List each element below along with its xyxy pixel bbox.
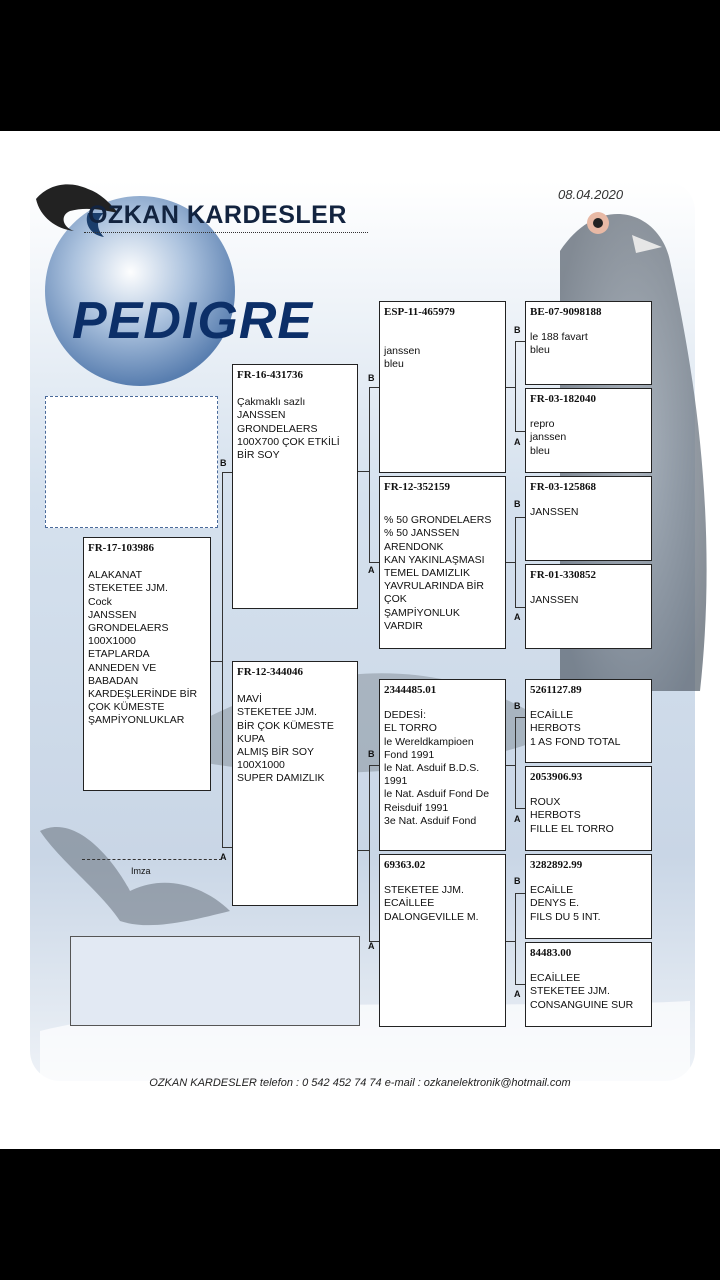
connector-line xyxy=(506,765,515,766)
pedigree-document xyxy=(0,131,720,1149)
great-grandparent-ring: 2053906.93 xyxy=(530,771,583,783)
dam-ring: FR-12-344046 xyxy=(237,666,303,678)
great-grandparent-card xyxy=(525,564,652,649)
great-grandparent-text: JANSSEN xyxy=(530,506,579,519)
connector-line xyxy=(369,387,379,388)
great-grandparent-card xyxy=(525,854,652,939)
connector-line xyxy=(515,893,516,984)
grandparent-card xyxy=(379,854,506,1027)
great-grandparent-ring: 3282892.99 xyxy=(530,859,583,871)
great-grandparent-text: ROUX HERBOTS FILLE EL TORRO xyxy=(530,796,614,835)
connector-line xyxy=(222,472,223,847)
connector-line xyxy=(515,431,525,432)
grandparent-text: janssen bleu xyxy=(384,345,421,371)
connector-line xyxy=(369,765,379,766)
subject-text: ALAKANAT STEKETEE JJM. Cock JANSSEN GRONDELAERS 100X1000 ETAPLARDA ANNEDEN VE BABADAN KARDEŞLERİNDE BİR ÇOK KÜMESTE ŞAMPİYONLUKLAR xyxy=(88,569,198,727)
connector-line xyxy=(358,850,369,851)
dam-line-marker: A xyxy=(368,941,375,951)
sire-line-marker: B xyxy=(514,499,521,509)
great-grandparent-ring: 5261127.89 xyxy=(530,684,582,696)
connector-line xyxy=(515,808,525,809)
brand-underline xyxy=(84,232,368,233)
connector-line xyxy=(515,893,525,894)
connector-line xyxy=(222,847,232,848)
grandparent-text: DEDESİ: EL TORRO le Wereldkampioen Fond 1991 le Nat. Asduif B.D.S. 1991 le Nat. Asduif Fond De Reisduif 1991 3e Nat. Asduif Fond xyxy=(384,709,490,827)
photo-placeholder xyxy=(45,396,218,528)
connector-line xyxy=(222,472,232,473)
connector-line xyxy=(515,341,525,342)
dam-line-marker: A xyxy=(514,989,521,999)
dam-line-marker: A xyxy=(514,437,521,447)
great-grandparent-text: repro janssen bleu xyxy=(530,418,567,457)
dam-line-marker: A xyxy=(514,612,521,622)
great-grandparent-text: ECAİLLE HERBOTS 1 AS FOND TOTAL xyxy=(530,709,621,748)
notes-box xyxy=(70,936,360,1026)
connector-line xyxy=(369,387,370,562)
dam-line-marker: A xyxy=(368,565,375,575)
great-grandparent-card xyxy=(525,679,652,763)
grandparent-card xyxy=(379,301,506,473)
signature-label: Imza xyxy=(131,866,151,876)
connector-line xyxy=(515,517,525,518)
subject-ring: FR-17-103986 xyxy=(88,542,154,554)
great-grandparent-card xyxy=(525,766,652,851)
grandparent-card xyxy=(379,476,506,649)
sire-line-marker: B xyxy=(514,325,521,335)
connector-line xyxy=(515,984,525,985)
great-grandparent-ring: FR-03-182040 xyxy=(530,393,596,405)
sire-line-marker: B xyxy=(368,749,375,759)
page-title: PEDIGRE xyxy=(72,292,314,350)
grandparent-ring: FR-12-352159 xyxy=(384,481,450,493)
sire-text: Çakmaklı sazlı JANSSEN GRONDELAERS 100X700 ÇOK ETKİLİ BİR SOY xyxy=(237,396,340,462)
grandparent-ring: 2344485.01 xyxy=(384,684,437,696)
great-grandparent-text: ECAİLLE DENYS E. FILS DU 5 INT. xyxy=(530,884,601,923)
connector-line xyxy=(515,607,525,608)
great-grandparent-card xyxy=(525,388,652,473)
connector-line xyxy=(506,562,515,563)
great-grandparent-text: ECAİLLEE STEKETEE JJM. CONSANGUINE SUR xyxy=(530,972,634,1011)
great-grandparent-ring: FR-03-125868 xyxy=(530,481,596,493)
dam-card xyxy=(232,661,358,906)
great-grandparent-card xyxy=(525,301,652,385)
sire-marker: B xyxy=(220,458,227,468)
grandparent-text: STEKETEE JJM. ECAİLLEE DALONGEVILLE M. xyxy=(384,884,479,923)
footer-contact: OZKAN KARDESLER telefon : 0 542 452 74 74 e-mail : ozkanelektronik@hotmail.com xyxy=(149,1077,571,1089)
connector-line xyxy=(515,717,516,808)
connector-line xyxy=(515,717,525,718)
grandparent-card xyxy=(379,679,506,851)
great-grandparent-ring: BE-07-9098188 xyxy=(530,306,602,318)
sire-line-marker: B xyxy=(368,373,375,383)
print-date: 08.04.2020 xyxy=(558,187,624,202)
connector-line xyxy=(515,341,516,431)
brand-name: OZKAN KARDESLER xyxy=(88,201,347,229)
sire-line-marker: B xyxy=(514,876,521,886)
dam-text: MAVİ STEKETEE JJM. BİR ÇOK KÜMESTE KUPA ALMIŞ BİR SOY 100X1000 SUPER DAMIZLIK xyxy=(237,693,334,785)
connector-line xyxy=(506,387,515,388)
great-grandparent-ring: 84483.00 xyxy=(530,947,572,959)
grandparent-ring: 69363.02 xyxy=(384,859,426,871)
great-grandparent-card xyxy=(525,476,652,561)
connector-line xyxy=(506,941,515,942)
dam-line-marker: A xyxy=(514,814,521,824)
sire-line-marker: B xyxy=(514,701,521,711)
dam-marker: A xyxy=(220,852,227,862)
sire-ring: FR-16-431736 xyxy=(237,369,303,381)
great-grandparent-ring: FR-01-330852 xyxy=(530,569,596,581)
connector-line xyxy=(515,517,516,607)
grandparent-text: % 50 GRONDELAERS % 50 JANSSEN ARENDONK KAN YAKINLAŞMASI TEMEL DAMIZLIK YAVRULARINDA BİR ÇOK ŞAMPİYONLUK VARDIR xyxy=(384,514,492,632)
connector-line xyxy=(358,471,369,472)
sire-card xyxy=(232,364,358,609)
great-grandparent-card xyxy=(525,942,652,1027)
grandparent-ring: ESP-11-465979 xyxy=(384,306,455,318)
great-grandparent-text: JANSSEN xyxy=(530,594,579,607)
subject-card xyxy=(83,537,211,791)
connector-line xyxy=(369,562,379,563)
connector-line xyxy=(211,661,222,662)
signature-line xyxy=(82,859,222,860)
connector-line xyxy=(369,765,370,941)
great-grandparent-text: le 188 favart bleu xyxy=(530,331,588,357)
